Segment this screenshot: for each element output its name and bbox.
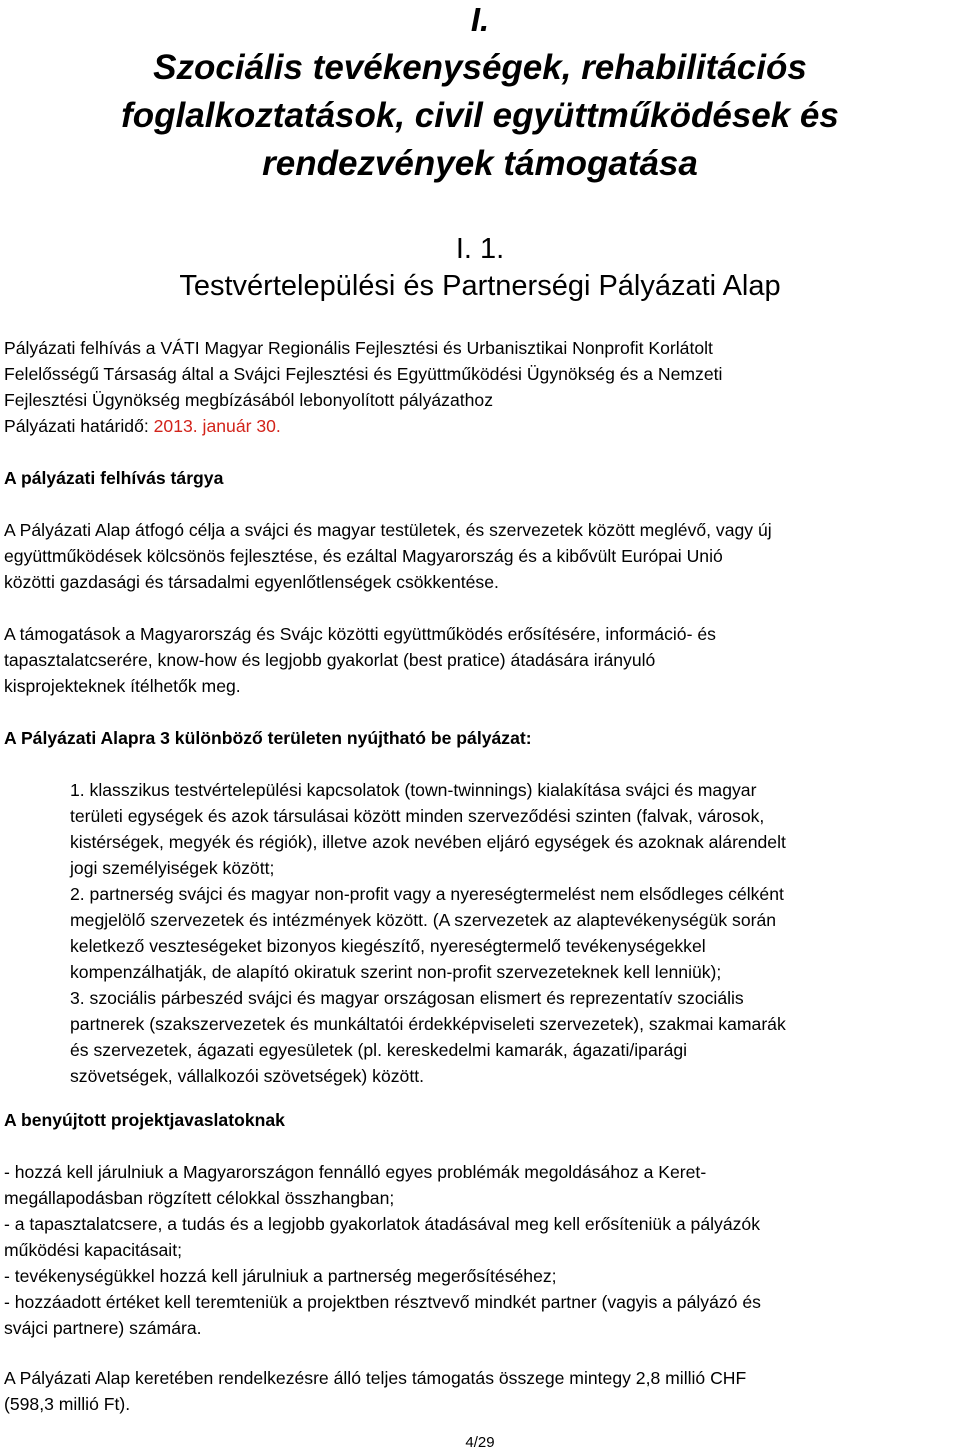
- list-item: - hozzáadott értéket kell teremteniük a projektben résztvevő mindkét partner (vagyis a pályázó és: [4, 1292, 761, 1312]
- paragraph-line: tapasztalatcserére, know-how és legjobb gyakorlat (best pratice) átadására irányuló: [4, 650, 656, 670]
- paragraph-line: együttműködések kölcsönös fejlesztése, és ezáltal Magyarország és a kibővült Európai Unió: [4, 546, 723, 566]
- intro-line: Felelősségű Társaság által a Svájci Fejlesztési és Együttműködési Ügynökség és a Nemzeti: [4, 364, 723, 384]
- paragraph-line: közötti gazdasági és társadalmi egyenlőtlenségek csökkentése.: [4, 572, 499, 592]
- list-item: szövetségek, vállalkozói szövetségek) között.: [70, 1066, 424, 1086]
- chapter-title-line: foglalkoztatások, civil együttműködések és: [121, 96, 839, 135]
- list-item: keletkező veszteségeket bizonyos kiegészítő, nyereségtermelő tevékenységekkel: [70, 936, 706, 956]
- list-item: jogi személyiségek között;: [70, 858, 275, 878]
- heading-areas: A Pályázati Alapra 3 különböző területen nyújtható be pályázat:: [4, 728, 532, 748]
- list-item: - a tapasztalatcsere, a tudás és a legjobb gyakorlatok átadásával meg kell erősíteniük a pályázók: [4, 1214, 760, 1234]
- deadline-value: 2013. január 30.: [153, 416, 281, 436]
- list-item: - tevékenységükkel hozzá kell járulniuk a partnerség megerősítéséhez;: [4, 1266, 557, 1286]
- list-item: megjelölő szervezetek és intézmények között. (A szervezetek az alaptevékenységük során: [70, 910, 777, 930]
- paragraph-line: A támogatások a Magyarország és Svájc közötti együttműködés erősítésére, információ- és: [4, 624, 716, 644]
- list-item: és szervezetek, ágazati egyesületek (pl. kereskedelmi kamarák, ágazati/iparági: [70, 1040, 688, 1060]
- list-item: megállapodásban rögzített célokkal összhangban;: [4, 1188, 395, 1208]
- list-item: svájci partnere) számára.: [4, 1318, 202, 1338]
- paragraph-goal: [4, 517, 960, 595]
- intro-paragraph: [4, 335, 960, 413]
- section-number: I. 1.: [455, 233, 505, 265]
- list-item: 2. partnerség svájci és magyar non-profit vagy a nyereségtermelést nem elsődleges célként: [70, 884, 784, 904]
- areas-list: [70, 777, 960, 1089]
- proposals-list: [4, 1159, 960, 1341]
- intro-line: Pályázati felhívás a VÁTI Magyar Regionális Fejlesztési és Urbanisztikai Nonprofit Korlátolt: [4, 338, 713, 358]
- paragraph-line: kisprojekteknek ítélhetők meg.: [4, 676, 241, 696]
- list-item: 3. szociális párbeszéd svájci és magyar országosan elismert és reprezentatív szociális: [70, 988, 744, 1008]
- list-item: 1. klasszikus testvértelepülési kapcsolatok (town-twinnings) kialakítása svájci és magyar: [70, 780, 757, 800]
- section-title: Testvértelepülési és Partnerségi Pályázati Alap: [179, 270, 781, 302]
- paragraph-total-support: [4, 1365, 960, 1417]
- list-item: kompenzálhatják, de alapító okiratuk szerint non-profit szervezeteknek kell lenniük);: [70, 962, 722, 982]
- heading-proposals: A benyújtott projektjavaslatoknak: [4, 1110, 285, 1130]
- deadline-label: Pályázati határidő:: [4, 416, 154, 436]
- chapter-title-line: rendezvények támogatása: [262, 144, 698, 183]
- paragraph-line: (598,3 millió Ft).: [4, 1394, 131, 1414]
- list-item: - hozzá kell járulniuk a Magyarországon fennálló egyes problémák megoldásához a Keret-: [4, 1162, 707, 1182]
- deadline-line: [4, 413, 960, 439]
- chapter-title-line: Szociális tevékenységek, rehabilitációs: [153, 48, 807, 87]
- list-item: partnerek (szakszervezetek és munkáltatói érdekképviseleti szervezetek), szakmai kamarák: [70, 1014, 786, 1034]
- chapter-number: I.: [470, 1, 490, 38]
- list-item: területi egységek és azok társulásai között minden szerveződési szinten (falvak, városok,: [70, 806, 765, 826]
- heading-subject: A pályázati felhívás tárgya: [4, 468, 224, 488]
- page-number: 4/29: [465, 1434, 495, 1451]
- intro-line: Fejlesztési Ügynökség megbízásából lebonyolított pályázathoz: [4, 390, 493, 410]
- paragraph-line: A Pályázati Alap keretében rendelkezésre álló teljes támogatás összege mintegy 2,8 millió CHF: [4, 1368, 747, 1388]
- paragraph-line: A Pályázati Alap átfogó célja a svájci és magyar testületek, és szervezetek között meglévő, vagy új: [4, 520, 772, 540]
- list-item: működési kapacitásait;: [4, 1240, 182, 1260]
- list-item: kistérségek, megyék és régiók), illetve azok nevében eljáró egységek és azoknak alárendelt: [70, 832, 786, 852]
- chapter-title: [0, 44, 960, 188]
- paragraph-support: [4, 621, 960, 699]
